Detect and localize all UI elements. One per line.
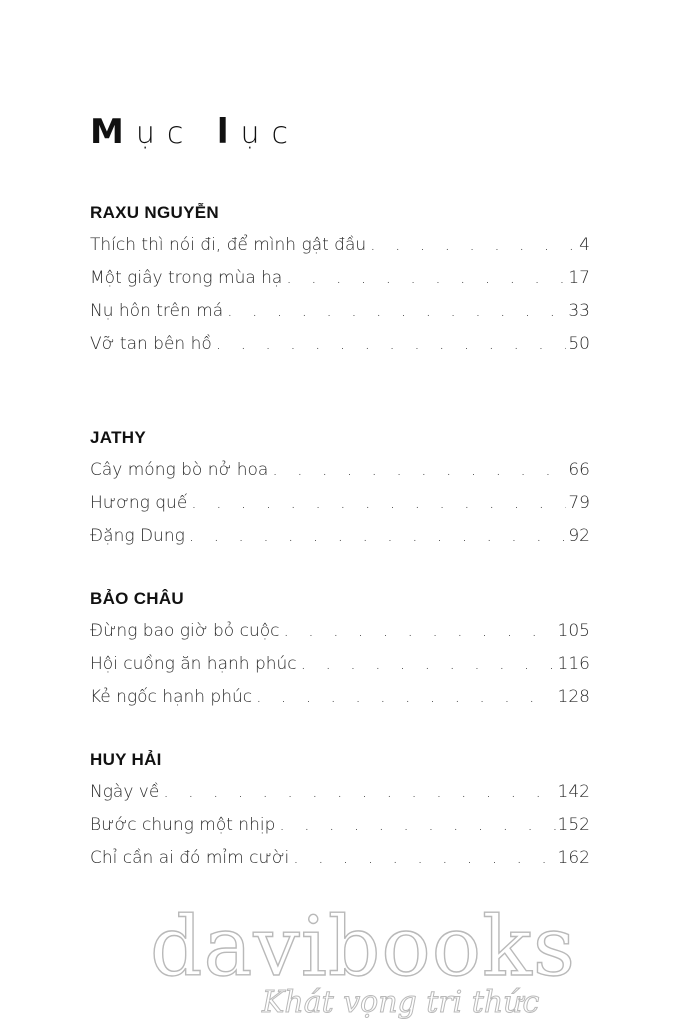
entry-page: 4 [579, 235, 590, 255]
entry-page: 142 [557, 782, 590, 802]
author-heading: HUY HẢI [90, 750, 162, 769]
entry-title: Hội cuồng ăn hạnh phúc [90, 654, 297, 674]
dot-leader [227, 301, 566, 321]
dot-leader [283, 621, 555, 641]
toc-entry[interactable] [90, 526, 590, 559]
toc-entry[interactable] [90, 782, 590, 815]
entry-title: Một giây trong mùa hạ [90, 268, 283, 288]
entry-title: Chỉ cần ai đó mỉm cười [90, 848, 290, 868]
entry-title: Đặng Dung [90, 526, 185, 546]
page-title [90, 112, 300, 152]
entry-page: 162 [557, 848, 590, 868]
entry-page: 17 [568, 268, 590, 288]
entry-title: Kẻ ngốc hạnh phúc [90, 687, 253, 707]
author-heading: JATHY [90, 428, 146, 447]
toc-entry[interactable] [90, 815, 590, 848]
entry-page: 66 [568, 460, 590, 480]
dot-leader [279, 815, 555, 835]
author-heading: BẢO CHÂU [90, 589, 185, 608]
entry-title: Cây móng bò nở hoa [90, 460, 269, 480]
title-rest: ục [135, 116, 217, 151]
entry-title: Đừng bao giờ bỏ cuộc [90, 621, 280, 641]
dot-leader [256, 687, 555, 707]
toc-entry[interactable] [90, 460, 590, 493]
dot-leader [191, 493, 566, 513]
toc-entry[interactable] [90, 687, 590, 720]
dot-leader [370, 235, 577, 255]
toc-entry[interactable] [90, 235, 590, 268]
entry-page: 116 [557, 654, 590, 674]
title-initial: M [90, 112, 136, 152]
entry-title: Ngày về [90, 782, 160, 802]
toc-entry[interactable] [90, 493, 590, 526]
toc-entry[interactable] [90, 301, 590, 334]
entry-page: 33 [568, 301, 590, 321]
title-rest-2: ục [240, 116, 301, 151]
dot-leader [216, 334, 567, 354]
entry-page: 79 [568, 493, 590, 513]
toc-entry[interactable] [90, 621, 590, 654]
author-heading: RAXU NGUYỄN [90, 203, 219, 222]
toc-entry[interactable] [90, 268, 590, 301]
entry-title: Bước chung một nhịp [90, 815, 276, 835]
entry-title: Vỡ tan bên hồ [90, 334, 212, 354]
entry-page: 105 [557, 621, 590, 641]
toc-section-bao-chau [90, 589, 590, 720]
dot-leader [301, 654, 556, 674]
dot-leader [293, 848, 555, 868]
toc-entry[interactable] [90, 848, 590, 881]
toc-entry[interactable] [90, 334, 590, 367]
dot-leader [272, 460, 566, 480]
toc-entry[interactable] [90, 654, 590, 687]
dot-leader [163, 782, 555, 802]
title-initial-2: l [216, 112, 241, 152]
entry-title: Thích thì nói đi, để mình gật đầu [90, 235, 367, 255]
dot-leader [286, 268, 566, 288]
entry-page: 128 [557, 687, 590, 707]
entry-page: 92 [568, 526, 590, 546]
toc-section-raxu-nguyen [90, 203, 590, 367]
watermark-logo: davibooks [150, 900, 576, 995]
toc-section-huy-hai [90, 750, 590, 881]
entry-page: 50 [568, 334, 590, 354]
dot-leader [189, 526, 567, 546]
watermark-tagline: Khát vọng tri thức [262, 985, 540, 1020]
toc-section-jathy [90, 428, 590, 559]
entry-title: Nụ hôn trên má [90, 301, 224, 321]
entry-title: Hương quế [90, 493, 188, 513]
entry-page: 152 [557, 815, 590, 835]
